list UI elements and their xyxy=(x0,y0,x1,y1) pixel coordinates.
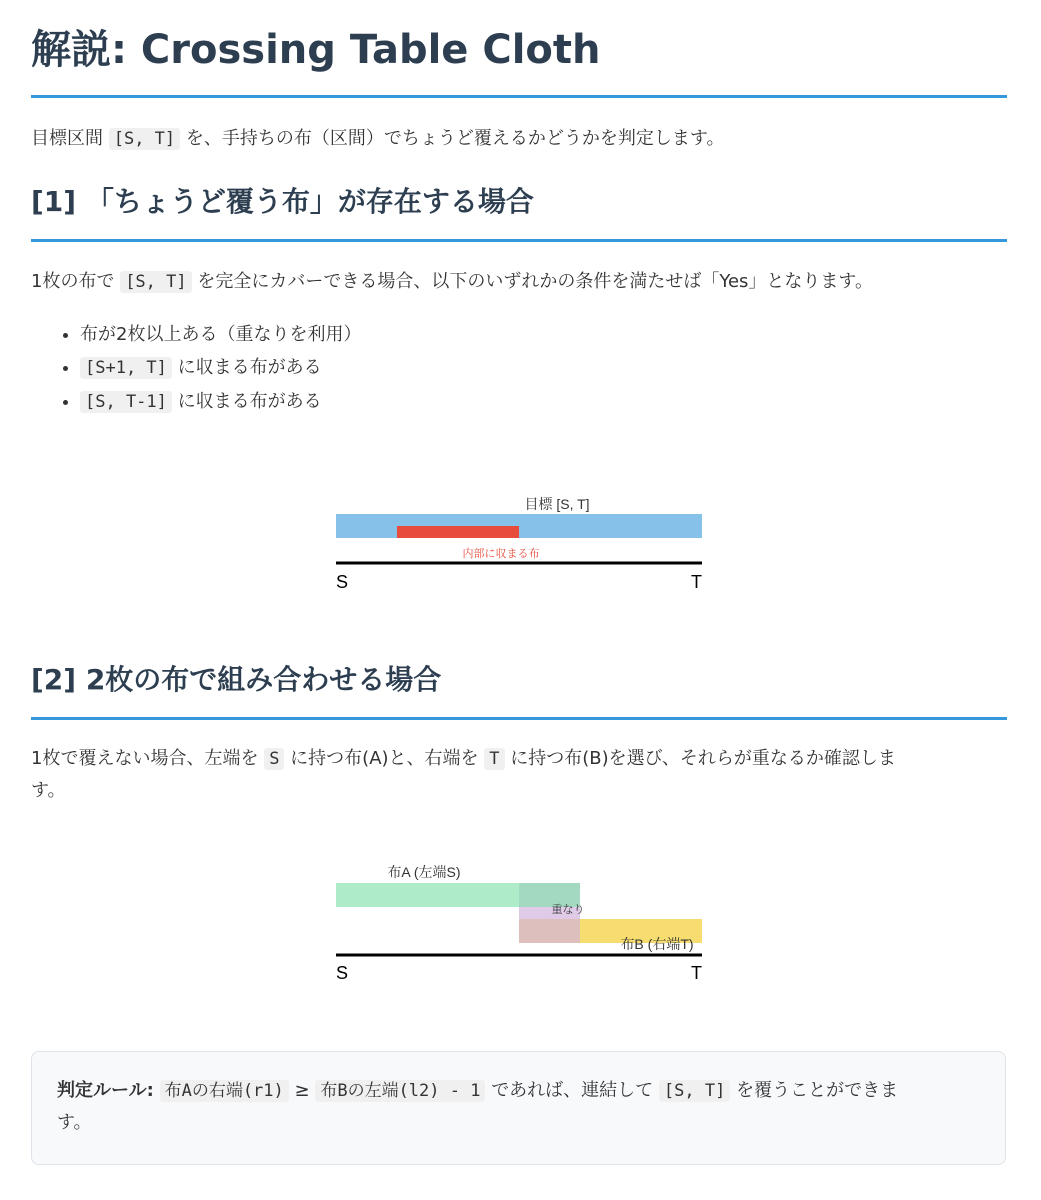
intro-text-pre: 目標区間 xyxy=(31,128,103,149)
inner-cloth-label: 内部に収まる布 xyxy=(462,548,540,560)
target-label: 目標 [S, T] xyxy=(524,496,590,512)
intro-paragraph xyxy=(31,123,724,155)
cloth-a-label: 布A (左端S) xyxy=(387,864,461,880)
rule-text-post: を覆うことができま xyxy=(736,1080,899,1101)
section1-paragraph xyxy=(31,266,873,298)
section2-paragraph xyxy=(31,743,896,775)
rule-line-cont: す。 xyxy=(57,1112,92,1133)
section2-divider xyxy=(31,717,1007,720)
bullet-text: に収まる布がある xyxy=(177,391,322,412)
rule-line xyxy=(57,1075,898,1107)
rule-code-r1: 布Aの右端(r1) xyxy=(160,1080,289,1102)
title-divider xyxy=(31,95,1007,98)
cloth-b-label: 布B (右端T) xyxy=(620,936,694,952)
list-item xyxy=(80,318,361,351)
list-item xyxy=(80,351,361,385)
list-item xyxy=(80,385,361,419)
rule-callout xyxy=(31,1051,1006,1165)
bullet-code: [S, T-1] xyxy=(80,391,172,413)
section2-text-pre: 1枚で覆えない場合、左端を xyxy=(31,748,259,769)
intro-code: [S, T] xyxy=(109,128,180,150)
s-label: S xyxy=(336,572,349,592)
section2-code-t: T xyxy=(484,748,504,770)
section2-paragraph-cont: す。 xyxy=(31,780,66,801)
section2-text-mid2: に持つ布(B)を選び、それらが重なるか確認しま xyxy=(510,748,896,769)
section2-code-s: S xyxy=(264,748,284,770)
rule-code-l2: 布Bの左端(l2) - 1 xyxy=(315,1080,485,1102)
rule-text-mid: であれば、連結して xyxy=(491,1080,654,1101)
condition-list xyxy=(31,318,361,419)
single-cloth-diagram xyxy=(336,490,702,594)
section1-text-post: を完全にカバーできる場合、以下のいずれかの条件を満たせば「Yes」となります。 xyxy=(197,271,873,292)
section1-text-pre: 1枚の布で xyxy=(31,271,115,292)
section2-text-mid1: に持つ布(A)と、右端を xyxy=(290,748,479,769)
rule-label: 判定ルール: xyxy=(57,1080,154,1101)
inner-cloth-bar xyxy=(397,526,519,538)
bullet-text: 布が2枚以上ある（重なりを利用） xyxy=(80,324,362,345)
two-cloth-diagram xyxy=(336,858,702,986)
section1-code: [S, T] xyxy=(120,271,191,293)
s-label: S xyxy=(336,963,349,983)
rule-code-range: [S, T] xyxy=(659,1080,730,1102)
section1-heading: [1] 「ちょうど覆う布」が存在する場合 xyxy=(31,185,534,218)
bullet-code: [S+1, T] xyxy=(80,357,172,379)
page-title: 解説: Crossing Table Cloth xyxy=(31,27,601,73)
t-label: T xyxy=(691,963,702,983)
t-label: T xyxy=(691,572,702,592)
intro-text-post: を、手持ちの布（区間）でちょうど覆えるかどうかを判定します。 xyxy=(185,128,725,149)
section1-divider xyxy=(31,239,1007,242)
section2-heading: [2] 2枚の布で組み合わせる場合 xyxy=(31,663,442,696)
rule-ge: ≥ xyxy=(294,1080,310,1101)
cloth-a-bar xyxy=(336,883,580,907)
bullet-text: に収まる布がある xyxy=(177,357,322,378)
overlap-label: 重なり xyxy=(551,904,585,916)
